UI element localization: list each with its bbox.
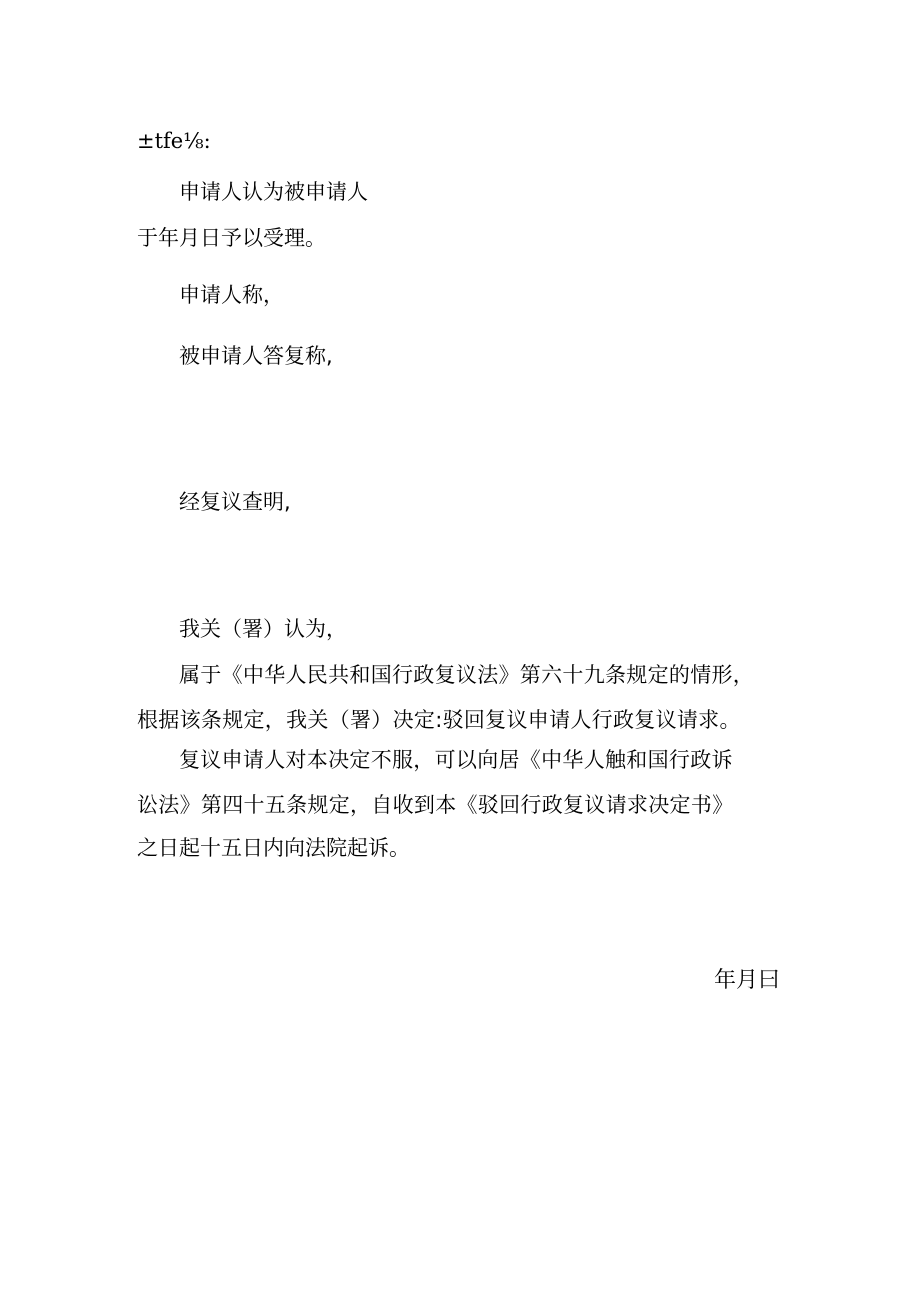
- paragraph-applicant-claims-line2: 于年月日予以受理。: [137, 226, 326, 250]
- paragraph-appeal-rights-line1: 复议申请人对本决定不服，可以向居《中华人触和国行政诉: [179, 748, 733, 772]
- paragraph-respondent-reply: 被申请人答复称,: [179, 344, 333, 368]
- paragraph-appeal-rights-line2: 讼法》第四十五条规定，自收到本《驳回行政复议请求决定书》: [137, 793, 734, 817]
- paragraph-office-opinion: 我关（署）认为，: [179, 617, 347, 641]
- paragraph-appeal-rights-line3: 之日起十五日内向法院起诉。: [137, 836, 410, 860]
- paragraph-applicant-states: 申请人称，: [179, 283, 284, 307]
- paragraph-applicant-claims-line1: 申请人认为被申请人: [179, 180, 368, 204]
- document-header-text: ±tfe⅛:: [137, 129, 211, 153]
- document-date: 年月曰: [714, 968, 781, 993]
- paragraph-legal-basis-line2: 根据该条规定，我关（署）决定:驳回复议申请人行政复议请求。: [137, 708, 741, 732]
- paragraph-review-findings: 经复议查明,: [179, 490, 291, 514]
- paragraph-legal-basis-line1: 属于《中华人民共和国行政复议法》第六十九条规定的情形，: [179, 663, 755, 687]
